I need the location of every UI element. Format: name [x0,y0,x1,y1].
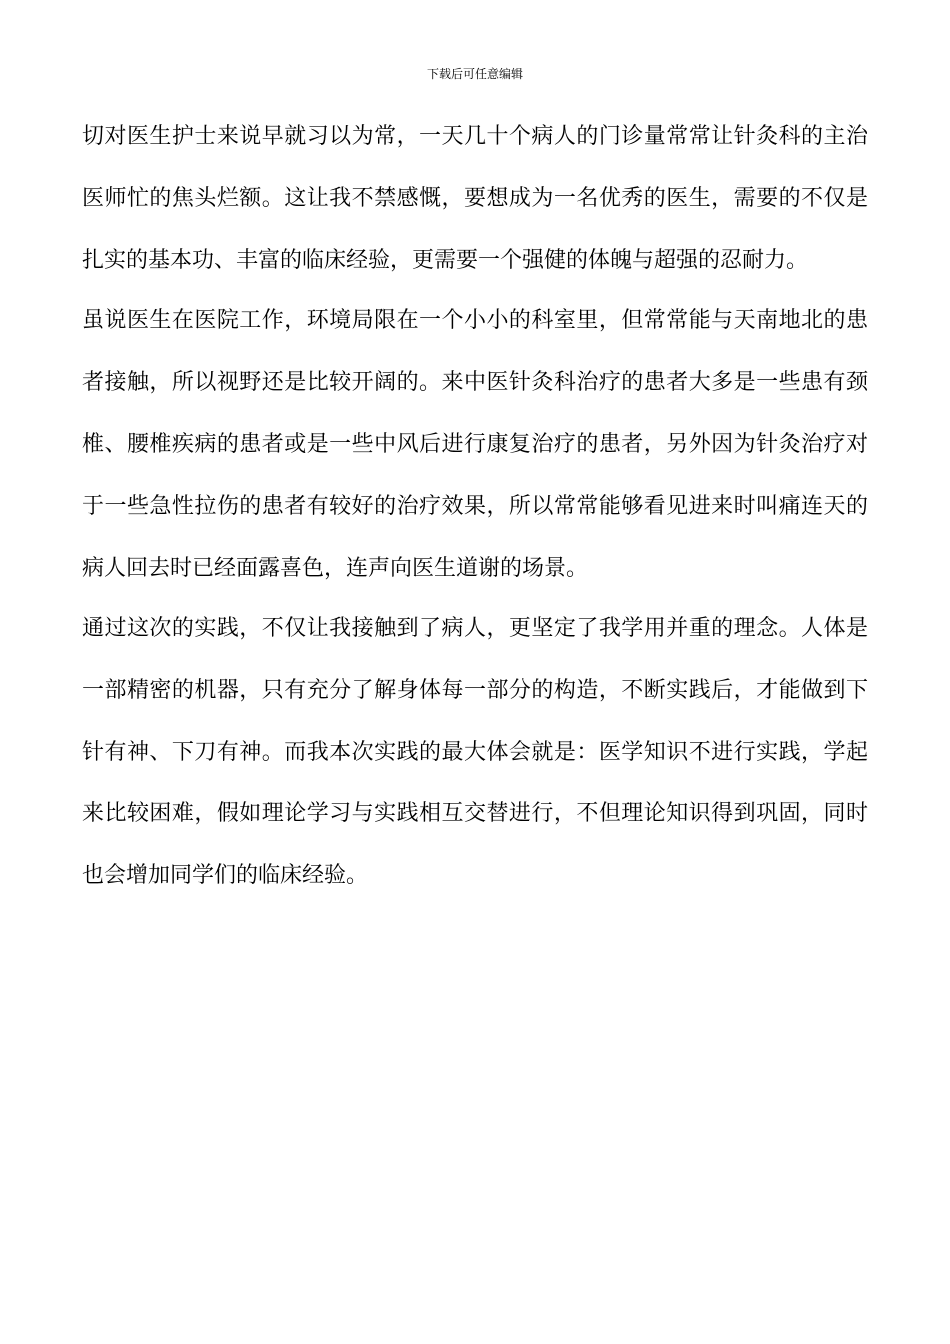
text-line: 虽说医生在医院工作，环境局限在一个小小的科室里，但常常能与天南地北的患 [82,308,868,333]
text-line: 病人回去时已经面露喜色，连声向医生道谢的场景。 [82,556,589,581]
text-line: 来比较困难，假如理论学习与实践相互交替进行，不但理论知识得到巩固，同时 [82,801,868,826]
text-line: 医师忙的焦头烂额。这让我不禁感慨，要想成为一名优秀的医生，需要的不仅是 [82,186,868,211]
text-line: 针有神、下刀有神。而我本次实践的最大体会就是：医学知识不进行实践，学起 [82,740,868,765]
text-line: 一部精密的机器，只有充分了解身体每一部分的构造，不断实践后，才能做到下 [82,678,868,703]
text-line: 于一些急性拉伤的患者有较好的治疗效果，所以常常能够看见进来时叫痛连天的 [82,494,868,519]
text-line: 切对医生护士来说早就习以为常，一天几十个病人的门诊量常常让针灸科的主治 [82,124,868,149]
text-line: 者接触，所以视野还是比较开阔的。来中医针灸科治疗的患者大多是一些患有颈 [82,370,868,395]
text-line: 通过这次的实践，不仅让我接触到了病人，更坚定了我学用并重的理念。人体是 [82,616,868,641]
page-header: 下载后可任意编辑 [426,67,523,81]
text-line: 椎、腰椎疾病的患者或是一些中风后进行康复治疗的患者，另外因为针灸治疗对 [82,432,868,457]
text-line: 也会增加同学们的临床经验。 [82,863,369,888]
text-line: 扎实的基本功、丰富的临床经验，更需要一个强健的体魄与超强的忍耐力。 [82,248,809,273]
